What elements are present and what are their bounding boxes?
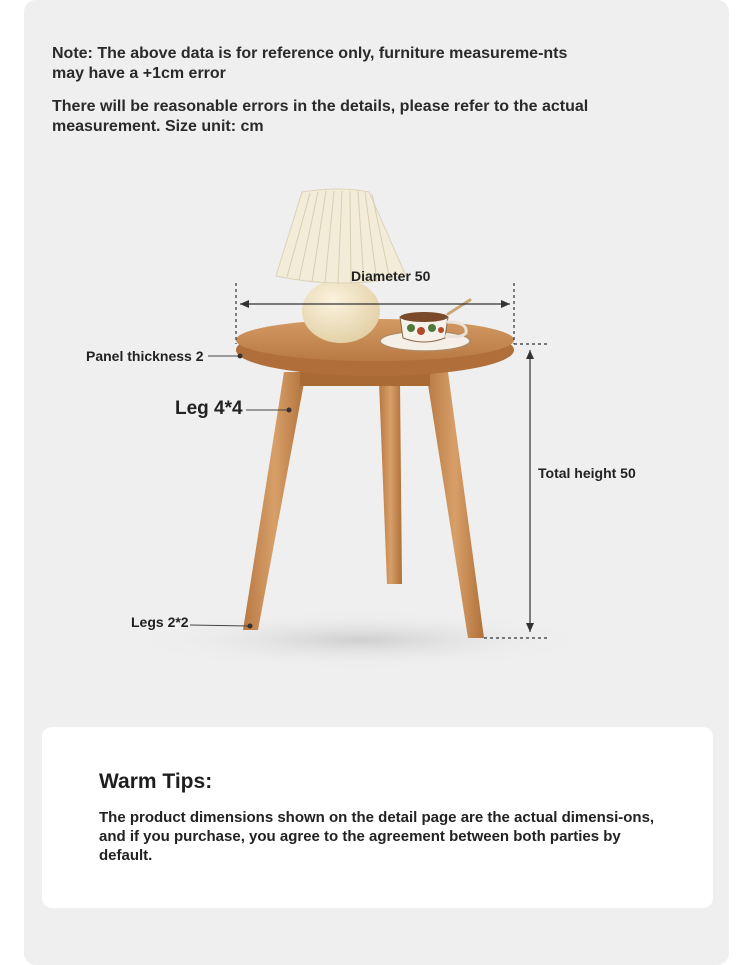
panel-thickness-label: Panel thickness 2 <box>86 348 204 364</box>
right-leg <box>426 372 484 638</box>
leg-size-label: Leg 4*4 <box>175 398 243 419</box>
measurement-note: There will be reasonable errors in the details, please refer to the actual measurement. Size unit: cm <box>52 98 589 135</box>
leg-foot-label: Legs 2*2 <box>131 614 189 630</box>
diameter-label: Diameter 50 <box>351 268 431 284</box>
total-height-label: Total height 50 <box>538 465 636 481</box>
floor-shadow <box>130 610 590 670</box>
height-dimension <box>484 344 550 638</box>
warm-tips-panel <box>42 727 713 908</box>
teaspoon <box>448 300 470 314</box>
warm-tips-body: The product dimensions shown on the detail page are the actual dimensi-ons, and if you purchase, you agree to the agreement between both parties by default. <box>99 809 655 864</box>
warm-tips-title: Warm Tips: <box>99 770 213 793</box>
left-leg <box>243 372 306 630</box>
lamp-base <box>302 279 380 343</box>
reference-note: Note: The above data is for reference only, furniture measureme-nts may have a +1cm error <box>52 45 568 82</box>
back-leg <box>379 382 402 584</box>
